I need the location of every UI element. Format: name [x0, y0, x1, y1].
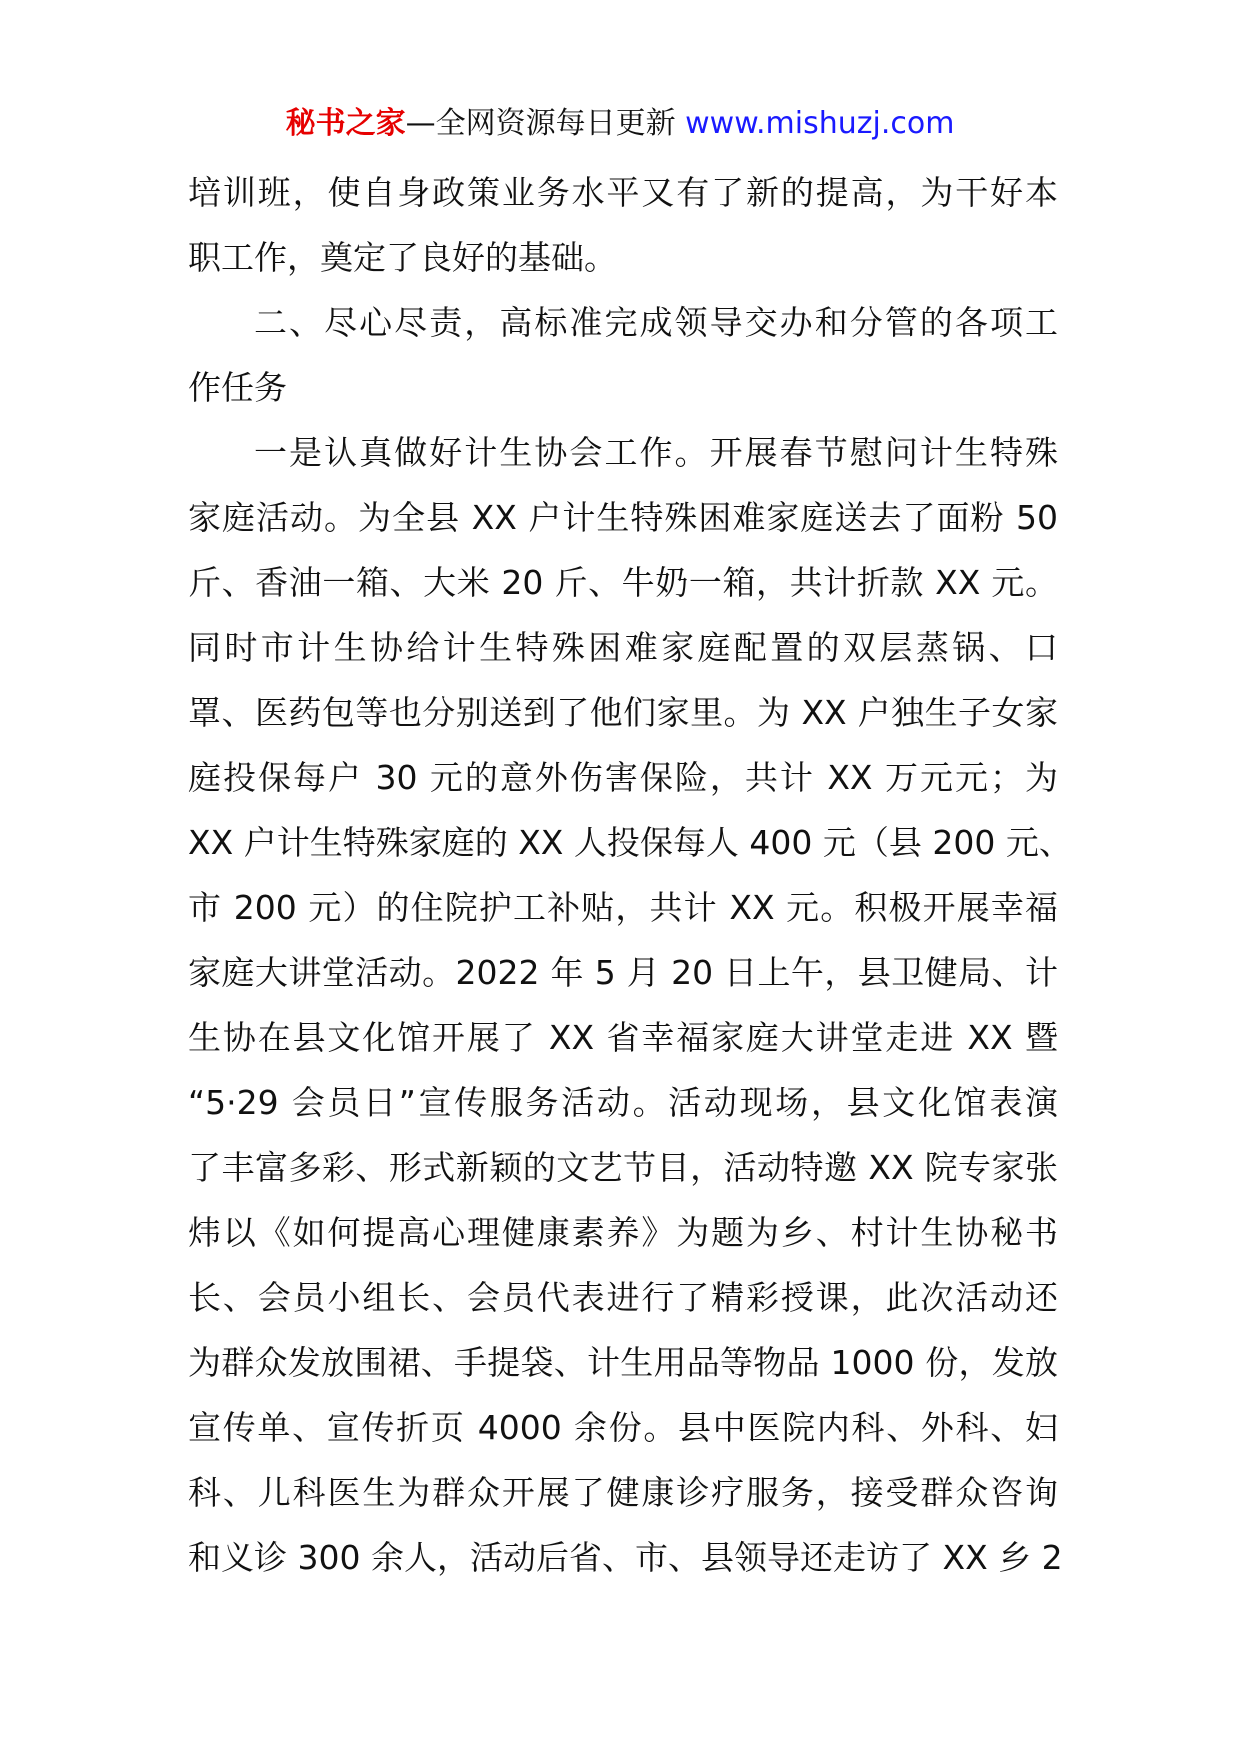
text-line: 家庭活动。为全县 XX 户计生特殊困难家庭送去了面粉 50 [188, 498, 1058, 537]
page-header [0, 102, 1240, 146]
text-line: 市 200 元）的住院护工补贴，共计 XX 元。积极开展幸福 [188, 888, 1058, 927]
text-line: 宣传单、宣传折页 4000 余份。县中医院内科、外科、妇 [188, 1408, 1058, 1447]
paragraph-start: 一是认真做好计生协会工作。开展春节慰问计生特殊 [254, 433, 1058, 472]
text-line: “5·29 会员日”宣传服务活动。活动现场，县文化馆表演 [188, 1083, 1058, 1122]
text-line: 生协在县文化馆开展了 XX 省幸福家庭大讲堂走进 XX 暨 [188, 1018, 1058, 1057]
text-line: 为群众发放围裙、手提袋、计生用品等物品 1000 份，发放 [188, 1343, 1058, 1382]
text-line: 家庭大讲堂活动。2022 年 5 月 20 日上午，县卫健局、计 [188, 953, 1058, 992]
body-text [188, 160, 1072, 1590]
header-url-link[interactable]: www.mishuzj.com [685, 106, 955, 141]
header-slogan: —全网资源每日更新 [405, 106, 676, 141]
text-line: 同时市计生协给计生特殊困难家庭配置的双层蒸锅、口 [188, 628, 1058, 667]
text-line: 罩、医药包等也分别送到了他们家里。为 XX 户独生子女家 [188, 693, 1058, 732]
text-line: 长、会员小组长、会员代表进行了精彩授课，此次活动还 [188, 1278, 1058, 1317]
text-line: 科、儿科医生为群众开展了健康诊疗服务，接受群众咨询 [188, 1473, 1058, 1512]
brand-name: 秘书之家 [285, 106, 406, 141]
text-line: 炜以《如何提高心理健康素养》为题为乡、村计生协秘书 [188, 1213, 1058, 1252]
text-line: XX 户计生特殊家庭的 XX 人投保每人 400 元（县 200 元、 [188, 823, 1072, 862]
text-line: 了丰富多彩、形式新颖的文艺节目，活动特邀 XX 院专家张 [188, 1148, 1058, 1187]
text-line: 和义诊 300 余人，活动后省、市、县领导还走访了 XX 乡 2 [188, 1538, 1063, 1577]
text-line: 庭投保每户 30 元的意外伤害保险，共计 XX 万元元；为 [188, 758, 1058, 797]
text-line: 培训班，使自身政策业务水平又有了新的提高，为干好本 [188, 173, 1058, 212]
section-heading: 二、尽心尽责，高标准完成领导交办和分管的各项工 [254, 303, 1058, 342]
section-heading-continued: 作任务 [188, 368, 287, 407]
text-line: 斤、香油一箱、大米 20 斤、牛奶一箱，共计折款 XX 元。 [188, 563, 1058, 602]
text-line: 职工作，奠定了良好的基础。 [188, 238, 617, 277]
